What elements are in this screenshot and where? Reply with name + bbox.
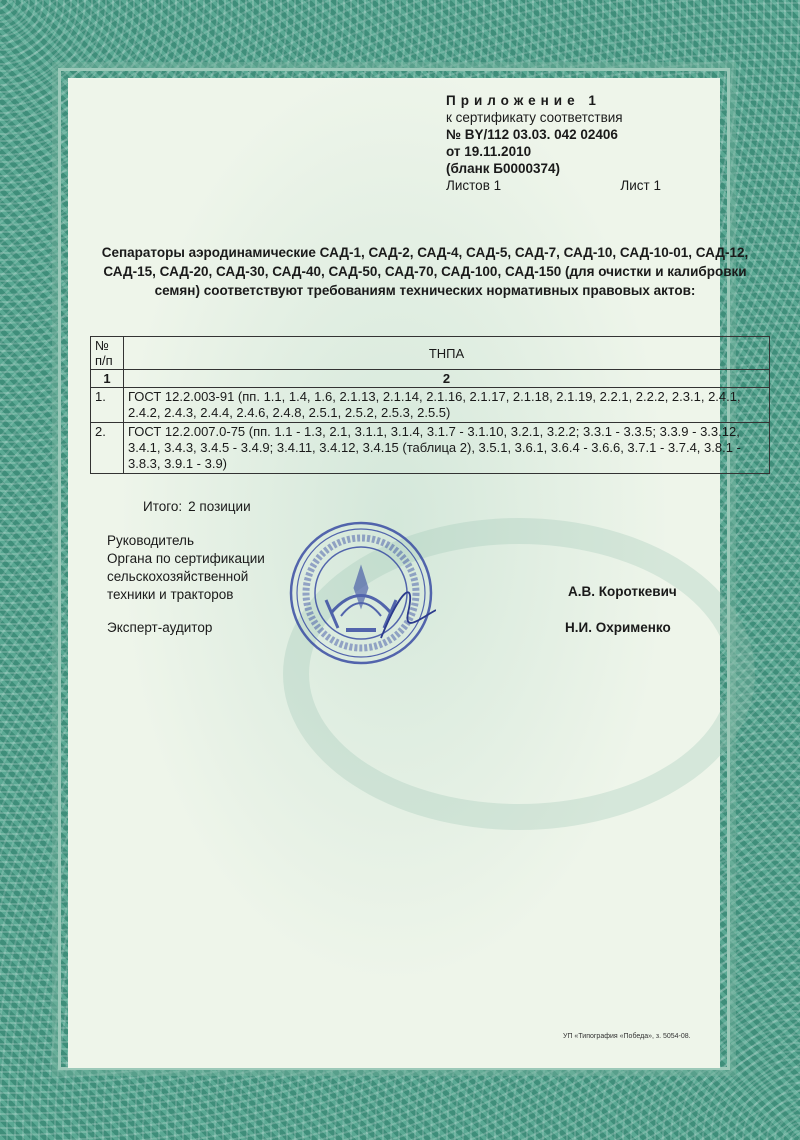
- head-line: Руководитель: [107, 533, 194, 548]
- head-line: Органа по сертификации: [107, 551, 265, 566]
- head-title: [107, 532, 265, 604]
- intro-text: Сепараторы аэродинамические САД-1, САД-2, САД-4, САД-5, САД-7, САД-10, САД-10-01, САД-12, САД-15, САД-20, САД-30, САД-40, САД-50, САД-70, САД-100, САД-150 (для очистки и калибровки семян) соответствуют требованиям технических нормативных правовых актов:: [101, 245, 749, 298]
- table-row: [91, 388, 770, 423]
- table-row: [91, 423, 770, 474]
- table-header-row: [91, 337, 770, 370]
- row-num: 1.: [91, 388, 124, 423]
- table-index-row: [91, 370, 770, 388]
- index-col-2: 2: [124, 370, 770, 388]
- sheet-info: [446, 177, 661, 194]
- certificate-date: от 19.11.2010: [446, 144, 532, 159]
- blank-number: (бланк Б0000374): [446, 161, 560, 176]
- sheets-total: Листов 1: [446, 178, 502, 193]
- expert-label: Эксперт-аудитор: [107, 620, 213, 635]
- sheet-current: Лист 1: [620, 178, 661, 193]
- appendix-title: Приложение 1: [446, 93, 601, 108]
- head-line: сельскохозяйственной: [107, 569, 249, 584]
- official-seal-stamp: [286, 518, 436, 668]
- row-num: 2.: [91, 423, 124, 474]
- row-text: ГОСТ 12.2.007.0-75 (пп. 1.1 - 1.3, 2.1, 3.1.1, 3.1.4, 3.1.7 - 3.1.10, 3.2.1, 3.2.2; 3.3.1 - 3.3.5; 3.3.9 - 3.3.12, 3.4.1, 3.4.3, 3.4.5 - 3.4.9; 3.4.11, 3.4.12, 3.4.15 (таблица 2), 3.5.1, 3.6.1, 3.6.4 - 3.6.6, 3.7.1 - 3.7.4, 3.8.1 - 3.8.3, 3.9.1 - 3.9): [124, 423, 770, 474]
- appendix-subtitle: к сертификату соответствия: [446, 110, 623, 125]
- header-tnpa: ТНПА: [124, 337, 770, 370]
- row-text: ГОСТ 12.2.003-91 (пп. 1.1, 1.4, 1.6, 2.1.13, 2.1.14, 2.1.16, 2.1.17, 2.1.18, 2.1.19, 2.2.1, 2.2.2, 2.3.1, 2.4.1, 2.4.2, 2.4.3, 2.4.4, 2.4.6, 2.4.8, 2.5.1, 2.5.2, 2.5.3, 2.5.5): [124, 388, 770, 423]
- expert-name: Н.И. Охрименко: [565, 620, 671, 635]
- tnpa-table: [90, 336, 770, 474]
- total-label: Итого:: [143, 499, 183, 514]
- total-line: [143, 499, 251, 514]
- head-line: техники и тракторов: [107, 587, 234, 602]
- head-name: А.В. Короткевич: [568, 584, 677, 599]
- header-num: № п/п: [91, 337, 124, 370]
- total-value: 2 позиции: [188, 499, 251, 514]
- appendix-header: [446, 92, 661, 194]
- certificate-number: № BY/112 03.03. 042 02406: [446, 127, 618, 142]
- printer-imprint: УП «Типография «Победа», з. 5054-08.: [563, 1033, 691, 1040]
- index-col-1: 1: [91, 370, 124, 388]
